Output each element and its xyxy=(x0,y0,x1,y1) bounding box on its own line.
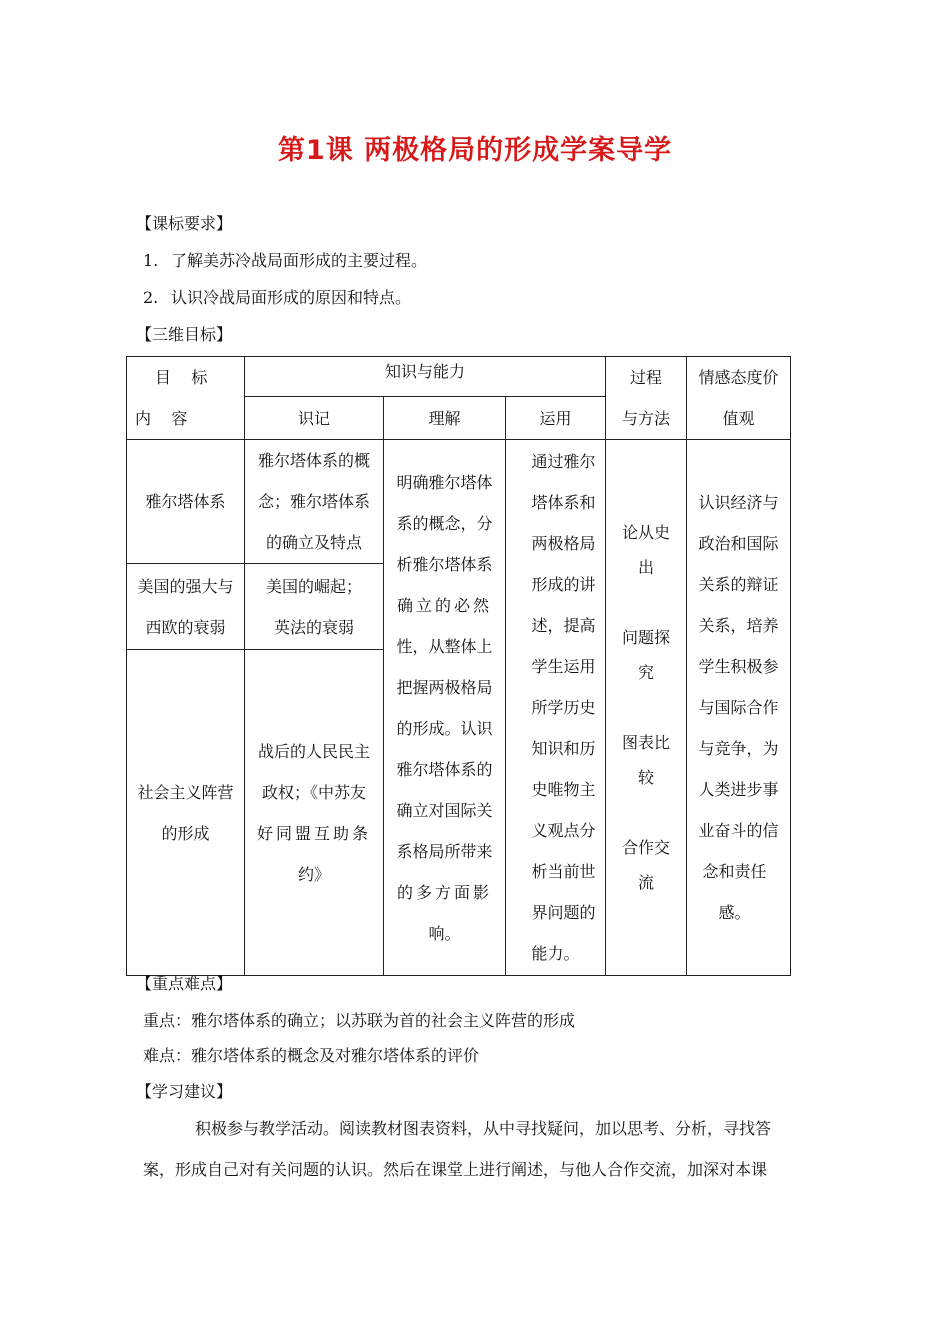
text-line: 确立对国际关 xyxy=(396,800,493,820)
text-line: 与国际合作 xyxy=(698,698,779,717)
text-line: 把握两极格局 xyxy=(396,677,493,697)
text-line: 塔体系和 xyxy=(531,493,596,512)
corner-header-cell xyxy=(127,357,245,440)
text-line: 战后的人民民主 xyxy=(257,741,370,761)
row-content-cell: 雅尔塔体系 xyxy=(127,440,245,564)
page-title: 第1课 两极格局的形成学案导学 xyxy=(277,135,673,166)
corner-header-top: 目 标 xyxy=(155,368,208,387)
advice-heading: 【学习建议】 xyxy=(136,1082,233,1101)
requirement-1 xyxy=(143,250,427,272)
corner-header-bottom: 内 容 xyxy=(135,409,188,428)
text-line: 政权；《中苏友 xyxy=(261,782,366,802)
text-line: 界问题的 xyxy=(531,903,596,922)
text-line: 关系，培养 xyxy=(698,616,779,635)
understand-header: 理解 xyxy=(384,397,506,440)
emotion-header-cell xyxy=(687,357,791,440)
text-line xyxy=(606,585,686,620)
text-line: 的形成。认识 xyxy=(396,718,493,738)
requirement-1-number: 1. xyxy=(143,251,159,270)
goals-heading: 【三维目标】 xyxy=(136,325,233,344)
text-line: 英法的衰弱 xyxy=(273,617,354,637)
process-cell xyxy=(606,440,687,976)
text-line xyxy=(606,795,686,830)
text-line: 能力。 xyxy=(531,944,580,963)
text-line: 问题探 xyxy=(622,628,671,647)
text-line: 两极格局 xyxy=(531,534,596,553)
apply-cell xyxy=(506,440,606,976)
text-line: 西欧的衰弱 xyxy=(145,617,226,637)
emotion-header-line-1: 情感态度价 xyxy=(698,368,779,387)
text-line: 形成的讲 xyxy=(531,575,596,594)
text-line: 认识经济与 xyxy=(698,493,779,512)
emotion-cell xyxy=(687,440,791,976)
text-line: 知识和历 xyxy=(531,739,596,758)
text-line: 学生运用 xyxy=(531,657,596,676)
apply-header: 运用 xyxy=(506,397,606,440)
emotion-header-line-2: 值观 xyxy=(722,409,755,428)
text-line: 论从史 xyxy=(622,523,671,542)
requirement-2-number: 2. xyxy=(143,288,159,307)
text-line: 念和责任 xyxy=(702,862,767,881)
text-line: 究 xyxy=(638,663,655,682)
text-line: 出 xyxy=(638,558,655,577)
row-content-cell xyxy=(127,650,245,976)
text-line: 析雅尔塔体系 xyxy=(396,554,493,574)
text-line: 业奋斗的信 xyxy=(698,821,779,840)
text-line: 学生积极参 xyxy=(698,657,779,676)
text-line: 政治和国际 xyxy=(698,534,779,553)
requirement-2-text: 认识冷战局面形成的原因和特点。 xyxy=(171,288,412,307)
text-line: 响。 xyxy=(428,923,461,943)
text-line: 明确雅尔塔体 xyxy=(396,472,493,492)
advice-line-1: 积极参与教学活动。阅读教材图表资料，从中寻找疑问，加以思考、分析，寻找答 xyxy=(195,1119,772,1138)
row-remember-cell xyxy=(245,440,384,564)
text-line: 念；雅尔塔体系 xyxy=(257,492,370,511)
row-content-cell xyxy=(127,564,245,650)
text-line: 好同盟互助条 xyxy=(256,823,371,843)
text-line: 所学历史 xyxy=(531,698,596,717)
text-line xyxy=(606,690,686,725)
goals-table xyxy=(126,356,791,976)
difficulty-text: 难点：雅尔塔体系的概念及对雅尔塔体系的评价 xyxy=(143,1046,480,1065)
text-line: 的多方面影 xyxy=(396,882,492,902)
remember-header: 识记 xyxy=(245,397,384,440)
text-line: 雅尔塔体系的概 xyxy=(257,451,370,470)
process-header-line-1: 过程 xyxy=(630,368,663,387)
text-line: 感。 xyxy=(718,903,751,922)
text-line: 人类进步事 xyxy=(698,780,779,799)
text-line: 较 xyxy=(638,768,655,787)
text-line: 社会主义阵营 xyxy=(137,782,234,802)
text-line: 析当前世 xyxy=(531,862,596,881)
text-line: 义观点分 xyxy=(531,821,596,840)
text-line: 与竞争，为 xyxy=(698,739,779,758)
understand-cell xyxy=(384,440,506,976)
text-line: 雅尔塔体系的 xyxy=(396,759,493,779)
text-line: 性，从整体上 xyxy=(396,636,493,656)
text-line: 确立的必然 xyxy=(396,595,492,615)
text-line: 系的概念，分 xyxy=(396,513,493,533)
focus-text: 重点：雅尔塔体系的确立；以苏联为首的社会主义阵营的形成 xyxy=(143,1011,576,1030)
key-points-heading: 【重点难点】 xyxy=(136,974,233,993)
text-line: 流 xyxy=(638,873,655,892)
text-line: 述，提高 xyxy=(531,616,596,635)
knowledge-header: 知识与能力 xyxy=(245,357,606,397)
text-line: 的确立及特点 xyxy=(265,533,362,552)
text-line: 美国的强大与 xyxy=(137,576,234,596)
text-line: 通过雅尔 xyxy=(531,452,596,471)
text-line: 美国的崛起； xyxy=(265,576,362,596)
text-line: 系格局所带来 xyxy=(396,841,493,861)
text-line: 图表比 xyxy=(622,733,671,752)
process-header-line-2: 与方法 xyxy=(622,409,671,428)
process-header-cell xyxy=(606,357,687,440)
text-line: 史唯物主 xyxy=(531,780,596,799)
curriculum-heading: 【课标要求】 xyxy=(136,214,233,233)
requirement-1-text: 了解美苏冷战局面形成的主要过程。 xyxy=(171,251,428,270)
text-line: 合作交 xyxy=(622,838,671,857)
row-remember-cell xyxy=(245,650,384,976)
requirement-2 xyxy=(143,287,411,309)
text-line: 关系的辩证 xyxy=(698,575,779,594)
row-remember-cell xyxy=(245,564,384,650)
text-line: 的形成 xyxy=(161,823,210,843)
text-line: 约》 xyxy=(297,864,330,884)
advice-line-2: 案，形成自己对有关问题的认识。然后在课堂上进行阐述，与他人合作交流，加深对本课 xyxy=(143,1160,768,1179)
